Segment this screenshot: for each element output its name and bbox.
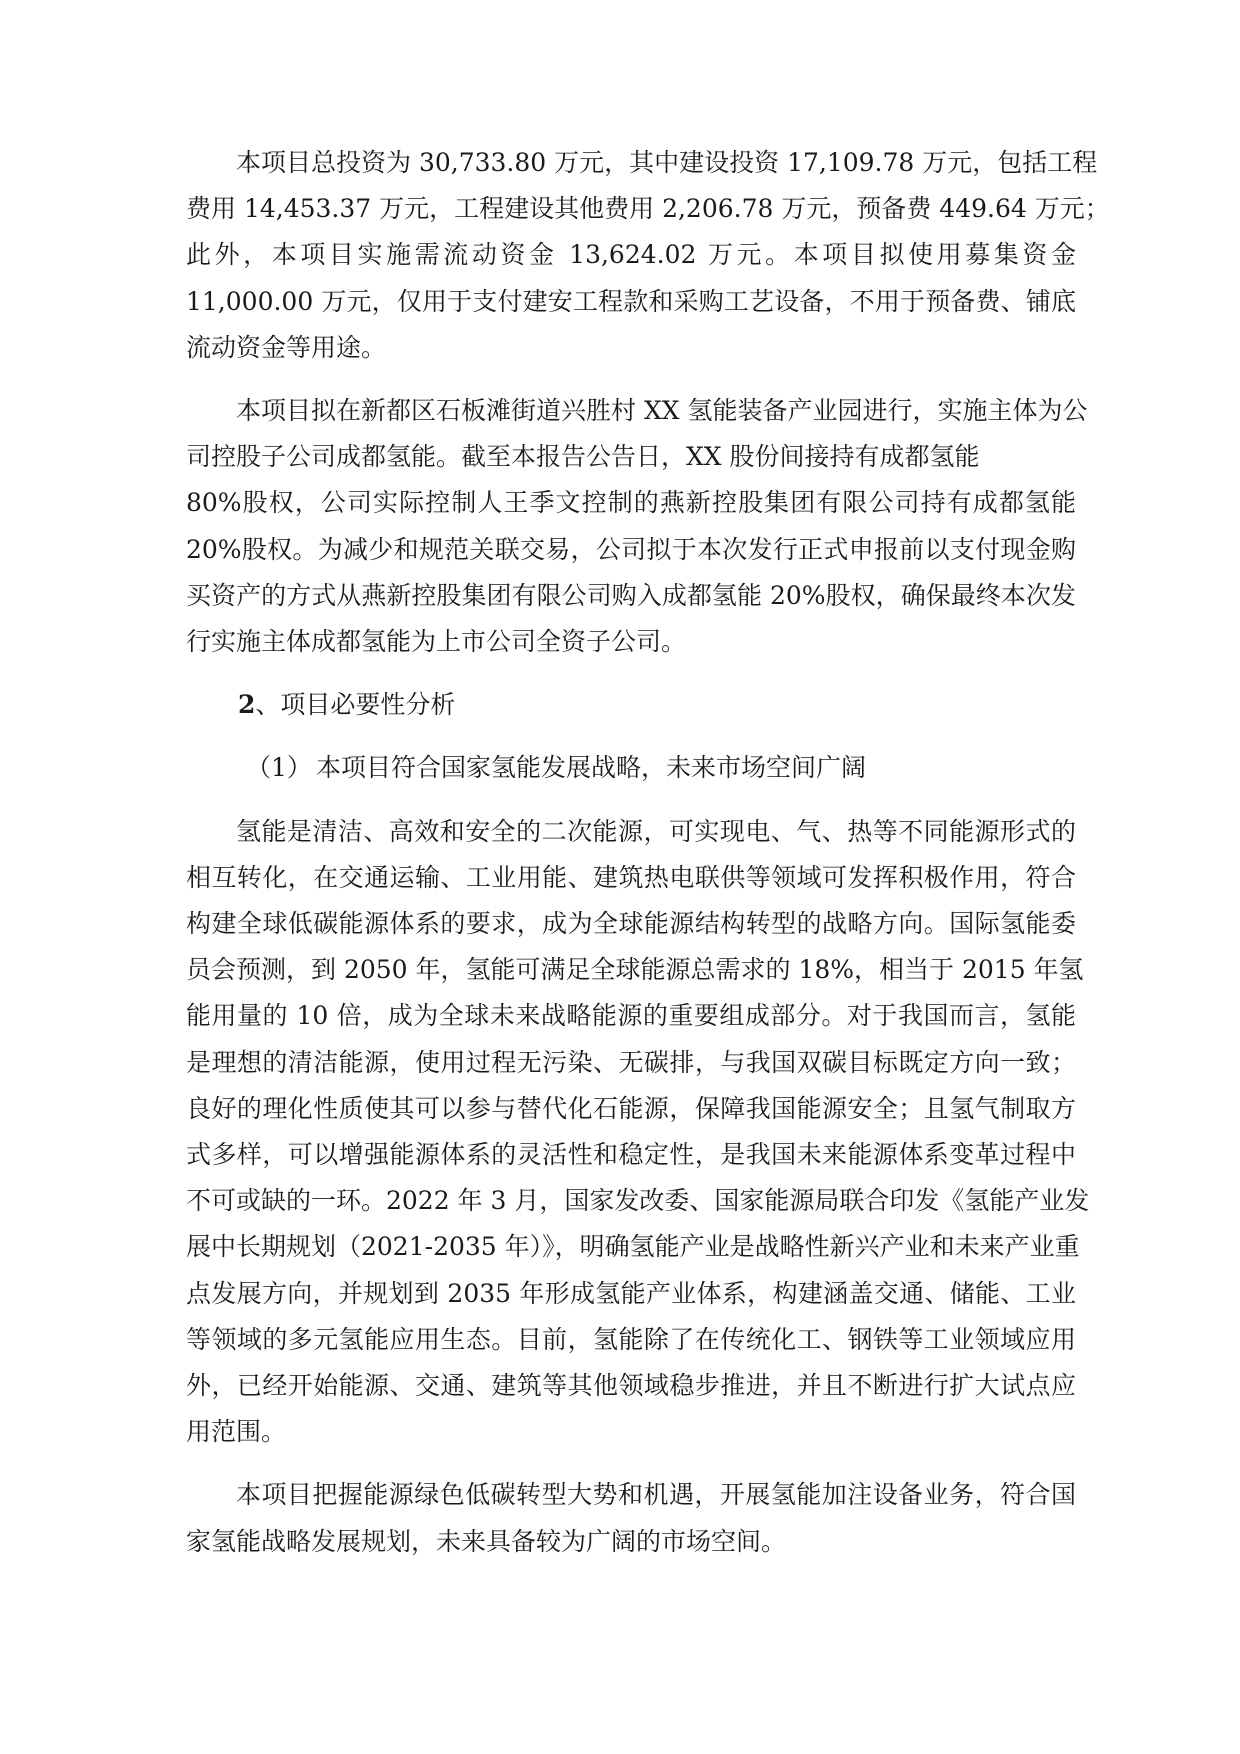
text-line: 构建全球低碳能源体系的要求，成为全球能源结构转型的战略方向。国际氢能委 <box>186 909 1076 939</box>
text-line: 展中长期规划（2021-2035 年）》，明确氢能产业是战略性新兴产业和未来产业重 <box>186 1232 1080 1262</box>
text-line: 用范围。 <box>186 1417 287 1447</box>
text-line: 是理想的清洁能源，使用过程无污染、无碳排，与我国双碳目标既定方向一致； <box>186 1047 1076 1077</box>
text-line: 本项目拟在新都区石板滩街道兴胜村 XX 氢能装备产业园进行，实施主体为公 <box>236 396 1088 426</box>
paragraph-implementation <box>186 388 1088 665</box>
text-line: 良好的理化性质使其可以参与替代化石能源，保障我国能源安全；且氢气制取方 <box>186 1093 1076 1123</box>
text-line: 本项目把握能源绿色低碳转型大势和机遇，开展氢能加注设备业务，符合国 <box>236 1480 1076 1510</box>
text-line: 氢能是清洁、高效和安全的二次能源，可实现电、气、热等不同能源形式的 <box>236 816 1076 846</box>
subsection-marker: （1） <box>246 753 312 783</box>
text-line: 80%股权，公司实际控制人王季文控制的燕新控股集团有限公司持有成都氢能 <box>186 488 1076 518</box>
document-body <box>186 140 1110 1582</box>
text-line: 外，已经开始能源、交通、建筑等其他领域稳步推进，并且不断进行扩大试点应 <box>186 1371 1076 1401</box>
text-line: 等领域的多元氢能应用生态。目前，氢能除了在传统化工、钢铁等工业领域应用 <box>186 1324 1076 1354</box>
subsection-title: 本项目符合国家氢能发展战略，未来市场空间广阔 <box>316 753 867 783</box>
text-line: 11,000.00 万元，仅用于支付建安工程款和采购工艺设备，不用于预备费、铺底 <box>186 286 1076 316</box>
text-line: 此外，本项目实施需流动资金 13,624.02 万元。本项目拟使用募集资金 <box>186 240 1076 270</box>
paragraph-conclusion <box>186 1472 1076 1564</box>
text-line: 式多样，可以增强能源体系的灵活性和稳定性，是我国未来能源体系变革过程中 <box>186 1140 1076 1170</box>
subsection-heading <box>186 745 1076 791</box>
text-line: 本项目总投资为 30,733.80 万元，其中建设投资 17,109.78 万元，包括工程 <box>236 148 1098 177</box>
text-line: 司控股子公司成都氢能。截至本报告公告日，XX 股份间接持有成都氢能 <box>186 442 980 472</box>
text-line: 不可或缺的一环。2022 年 3 月，国家发改委、国家能源局联合印发《氢能产业发 <box>186 1186 1090 1216</box>
text-line: 行实施主体成都氢能为上市公司全资子公司。 <box>186 627 687 657</box>
text-line: 流动资金等用途。 <box>186 332 387 362</box>
text-line: 点发展方向，并规划到 2035 年形成氢能产业体系，构建涵盖交通、储能、工业 <box>186 1278 1076 1308</box>
text-line: 员会预测，到 2050 年，氢能可满足全球能源总需求的 18%，相当于 2015 年氢 <box>186 955 1084 985</box>
text-line: 相互转化，在交通运输、工业用能、建筑热电联供等领域可发挥积极作用，符合 <box>186 862 1076 892</box>
section-number: 2 <box>238 690 256 720</box>
text-line: 能用量的 10 倍，成为全球未来战略能源的重要组成部分。对于我国而言，氢能 <box>186 1001 1076 1031</box>
text-line: 20%股权。为减少和规范关联交易，公司拟于本次发行正式申报前以支付现金购 <box>186 534 1076 564</box>
section-heading <box>186 682 1076 728</box>
text-line: 买资产的方式从燕新控股集团有限公司购入成都氢能 20%股权，确保最终本次发 <box>186 580 1076 610</box>
text-line: 费用 14,453.37 万元，工程建设其他费用 2,206.78 万元，预备费 449.64 万元； <box>186 194 1110 224</box>
section-title: 、项目必要性分析 <box>255 690 456 720</box>
paragraph-hydrogen-strategy <box>186 809 1090 1456</box>
text-line: 家氢能战略发展规划，未来具备较为广阔的市场空间。 <box>186 1526 787 1556</box>
paragraph-investment <box>186 140 1110 371</box>
